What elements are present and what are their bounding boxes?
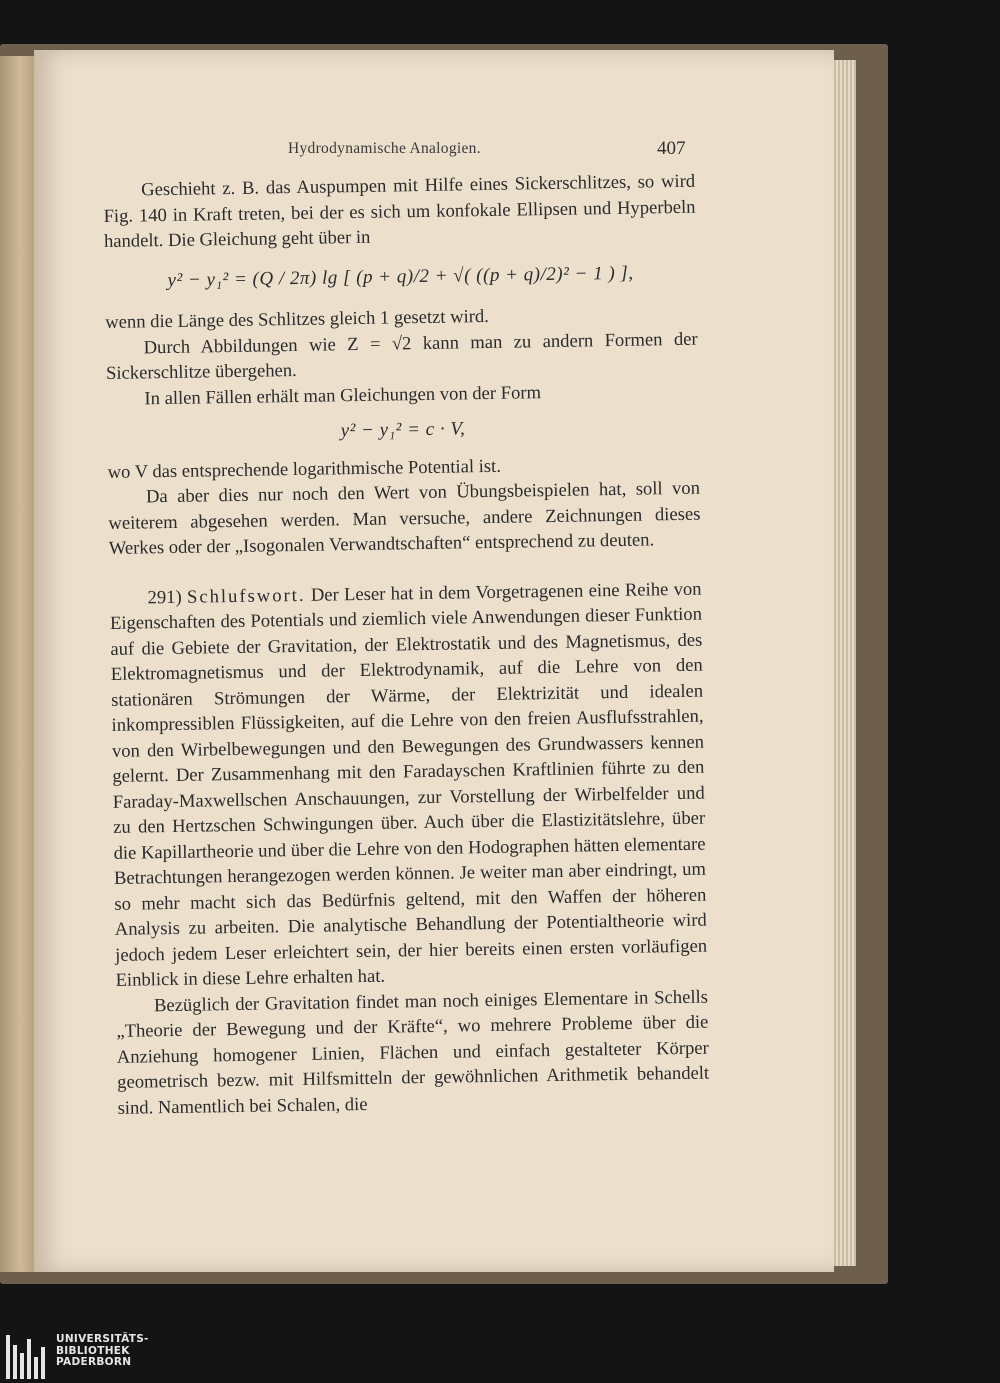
section-number: 291) xyxy=(147,586,182,608)
section-291-text: Der Leser hat in dem Vorgetragenen eine Reihe von Eigenschaften des Potentials und ziemlich viele Anwendungen dieser Funktion auf die Gebiete der Gravitation, der Elektrostatik und des Magnetismus, des Elektromagnetismus und der Elektrodynamik, auf die Lehre von den stationären Strömungen der Wärme, der Elektrizität und idealen inkompressiblen Flüssigkeiten, auf die Lehre von den freien Ausflufsstrahlen, von den Wirbelbewegungen und den Bewegungen des Grundwassers kennen gelernt. Der Zusammenhang mit den Faradayschen Kraftlinien führte zu den Faraday-Maxwellschen Anschauungen, zur Vorstellung der Wirbelfelder und zu den Hertzschen Schwingungen über. Auch über die Elastizitätslehre, über die Kapillartheorie und über die Lehre von den Hodographen hätten elementare Betrachtungen herangezogen werden können. Je weiter man aber eindringt, um so mehr macht sich das Bedürfnis geltend, mit den Waffen der höheren Analysis zu arbeiten. Die analytische Behandlung der Potentialtheorie wird jedoch jedem Leser erleichtert sein, der hier bereits einen ersten vorläufigen Einblick in diese Lehre erhalten hat. xyxy=(109,578,708,991)
paragraph-4: In allen Fällen erhält man Gleichungen von der Form xyxy=(144,381,542,409)
left-page-edge xyxy=(0,56,34,1272)
equation-1: y² − y₁² = (Q / 2π) lg [ (p + q)/2 + √( ((p + q)/2)² − 1 ) ], xyxy=(167,262,634,291)
library-logo-text xyxy=(56,1334,149,1369)
paragraph-8: Bezüglich der Gravitation findet man noch einiges Elementare in Schells „Theorie der Bewegung und der Kräfte“, wo mehrere Probleme über die Anziehung homogener Linien, Flächen und einfach gestalteter Körper geometrisch bezw. mit Hilfsmitteln der gewöhnlichen Arithmetik behandelt sind. Namentlich bei Schalen, die xyxy=(116,986,710,1119)
equation-2: y² − y₁² = c · V, xyxy=(340,418,466,442)
library-logo xyxy=(0,1331,200,1383)
paragraph-5: wo V das entsprechende logarithmische Potential ist. xyxy=(107,455,502,483)
page-number: 407 xyxy=(657,138,686,159)
paragraph-3: Durch Abbildungen wie Z = √2 kann man zu andern Formen der Sickerschlitze übergehen. xyxy=(105,328,698,384)
paragraph-1: Geschieht z. B. das Auspumpen mit Hilfe eines Sickerschlitzes, so wird Fig. 140 in Kraft treten, bei der es sich um konfokale Ellipsen und Hyperbeln handelt. Die Gleichung geht über in xyxy=(103,170,696,252)
page-body xyxy=(103,169,710,1121)
section-291 xyxy=(109,576,707,993)
library-logo-icon xyxy=(6,1335,52,1379)
logo-line-1: UNIVERSITÄTS- xyxy=(56,1333,149,1345)
logo-line-3: PADERBORN xyxy=(56,1356,132,1368)
section-title: Schlufswort. xyxy=(186,584,306,608)
paragraph-6: Da aber dies nur noch den Wert von Übungsbeispielen hat, soll von weiterem abgesehen werden. Man versuche, andere Zeichnungen dieses Werkes oder der „Isogonalen Verwandtschaften“ entsprechend zu deuten. xyxy=(108,477,701,559)
logo-line-2: BIBLIOTHEK xyxy=(56,1344,130,1357)
paragraph-2: wenn die Länge des Schlitzes gleich 1 gesetzt wird. xyxy=(105,305,490,333)
running-title: Hydrodynamische Analogien. xyxy=(288,140,481,157)
